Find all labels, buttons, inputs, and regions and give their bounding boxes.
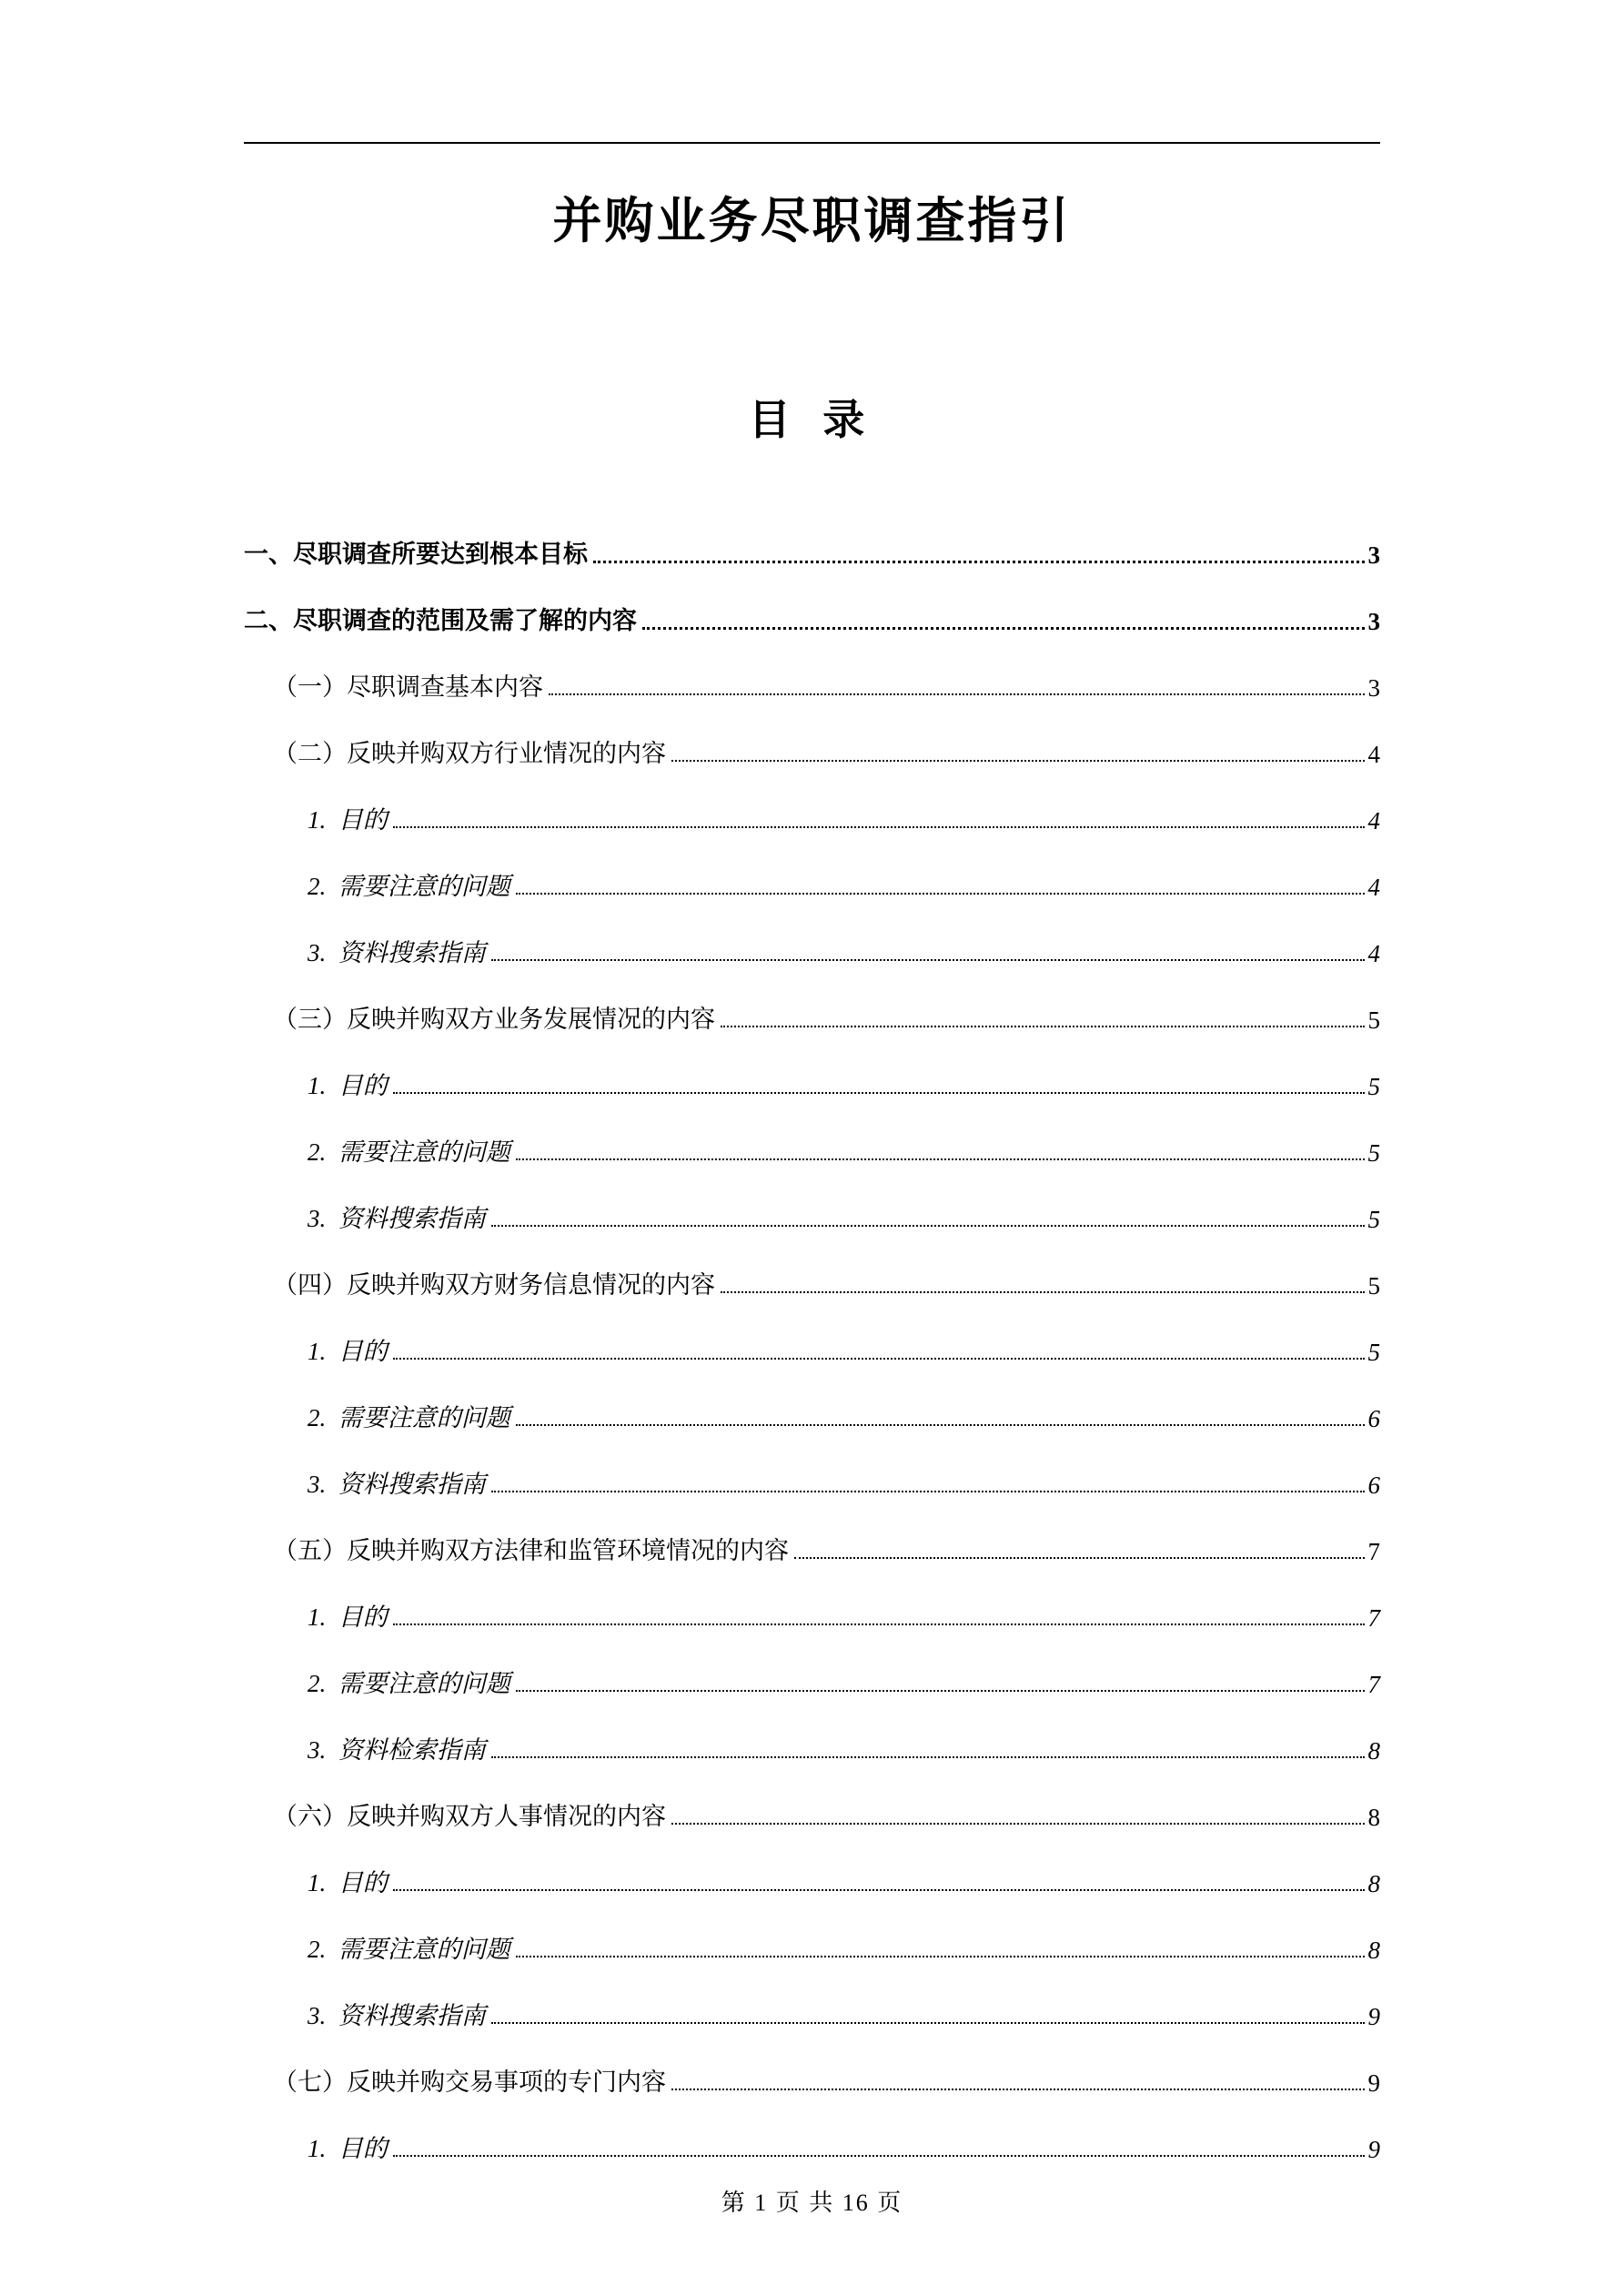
toc-entry[interactable] [244,2098,1380,2164]
toc-page-number: 3 [1367,608,1380,635]
toc-dot-leader [393,1358,1365,1360]
toc-entry[interactable] [244,1633,1380,1699]
toc-dot-leader [393,1092,1365,1094]
toc-page-number: 9 [1367,2136,1380,2163]
toc-entry[interactable] [244,1898,1380,1965]
toc-entry-label: （一）尽职调查基本内容 [273,673,543,701]
toc-entry[interactable] [244,1965,1380,2031]
toc-entry[interactable] [244,1500,1380,1566]
toc-entry-label: （七）反映并购交易事项的专门内容 [273,2068,666,2096]
toc-entry[interactable] [244,1035,1380,1101]
toc-page-number: 4 [1367,741,1380,768]
toc-entry[interactable] [244,503,1380,570]
toc-entry-label: （四）反映并购双方财务信息情况的内容 [273,1271,715,1299]
toc-entry[interactable] [244,1300,1380,1367]
toc-entry[interactable] [244,1367,1380,1433]
toc-page-number: 7 [1367,1538,1380,1565]
toc-entry-label: （二）反映并购双方行业情况的内容 [273,740,666,767]
toc-entry[interactable] [244,1101,1380,1168]
toc-page-number: 3 [1367,541,1380,569]
toc-page-number: 4 [1367,940,1380,967]
toc-entry-label: 一、尽职调查所要达到根本目标 [244,541,588,568]
toc-heading: 目 录 [748,397,876,443]
toc-entry[interactable] [244,570,1380,636]
toc-dot-leader [549,693,1365,695]
toc-entry[interactable] [244,902,1380,968]
toc-entry-label: 1. 目的 [308,2135,388,2162]
toc-dot-leader [393,2155,1365,2157]
toc-entry[interactable] [244,1234,1380,1300]
page-footer: 第 1 页 共 16 页 [721,2190,903,2216]
toc-entry-label: （三）反映并购双方业务发展情况的内容 [273,1006,715,1033]
toc-entry[interactable] [244,1566,1380,1633]
toc-page-number: 5 [1367,1272,1380,1300]
toc-dot-leader [593,561,1365,563]
toc-entry[interactable] [244,968,1380,1035]
toc-page-number: 9 [1367,2069,1380,2097]
toc-page-number: 6 [1367,1472,1380,1499]
toc-dot-leader [671,760,1365,762]
toc-entry-label: （五）反映并购双方法律和监管环境情况的内容 [273,1537,789,1564]
toc-page-number: 8 [1367,1870,1380,1897]
toc-entry[interactable] [244,1699,1380,1765]
toc-dot-leader [516,893,1365,895]
toc-list [244,503,1380,2164]
toc-entry-label: 2. 需要注意的问题 [308,1670,510,1697]
toc-dot-leader [794,1557,1365,1559]
toc-dot-leader [671,1823,1365,1825]
toc-page-number: 5 [1367,1006,1380,1034]
toc-entry[interactable] [244,1765,1380,1832]
toc-page-number: 5 [1367,1073,1380,1100]
toc-page-number: 8 [1367,1937,1380,1964]
toc-dot-leader [393,1623,1365,1625]
toc-entry-label: 1. 目的 [308,1869,388,1896]
toc-entry-label: 3. 资料搜索指南 [308,2002,486,2029]
toc-entry[interactable] [244,1433,1380,1500]
toc-entry-label: 二、尽职调查的范围及需了解的内容 [244,607,637,634]
toc-entry[interactable] [244,636,1380,703]
toc-dot-leader [393,1889,1365,1891]
toc-entry[interactable] [244,703,1380,769]
toc-entry-label: 2. 需要注意的问题 [308,1138,510,1166]
toc-dot-leader [721,1026,1365,1027]
toc-entry[interactable] [244,2031,1380,2098]
document-title: 并购业务尽职调查指引 [552,194,1072,248]
toc-dot-leader [491,1225,1365,1227]
toc-page-number: 7 [1367,1604,1380,1632]
toc-dot-leader [491,1756,1365,1758]
toc-page-number: 4 [1367,874,1380,901]
toc-entry[interactable] [244,1168,1380,1234]
toc-page-number: 8 [1367,1804,1380,1831]
toc-page-number: 5 [1367,1139,1380,1167]
toc-entry-label: 3. 资料搜索指南 [308,1205,486,1232]
toc-entry-label: 1. 目的 [308,1338,388,1365]
toc-entry-label: 1. 目的 [308,1072,388,1099]
toc-entry[interactable] [244,769,1380,835]
toc-dot-leader [671,2089,1365,2090]
toc-dot-leader [491,1491,1365,1492]
toc-entry-label: 1. 目的 [308,806,388,834]
toc-entry-label: 3. 资料搜索指南 [308,1471,486,1498]
toc-dot-leader [516,1424,1365,1426]
toc-page-number: 8 [1367,1737,1380,1765]
toc-page-number: 7 [1367,1671,1380,1698]
toc-entry-label: 3. 资料检索指南 [308,1736,486,1764]
toc-dot-leader [516,1956,1365,1957]
toc-entry[interactable] [244,1832,1380,1898]
toc-dot-leader [393,826,1365,828]
toc-dot-leader [491,959,1365,961]
toc-page-number: 9 [1367,2003,1380,2030]
toc-page-number: 5 [1367,1206,1380,1233]
toc-entry-label: 3. 资料搜索指南 [308,939,486,966]
toc-dot-leader [516,1158,1365,1160]
toc-dot-leader [491,2022,1365,2024]
toc-dot-leader [516,1690,1365,1692]
toc-entry-label: 2. 需要注意的问题 [308,873,510,900]
toc-entry-label: 1. 目的 [308,1603,388,1631]
toc-page-number: 3 [1367,674,1380,702]
toc-dot-leader [642,627,1365,630]
toc-entry-label: 2. 需要注意的问题 [308,1936,510,1963]
toc-page-number: 5 [1367,1339,1380,1366]
toc-entry-label: 2. 需要注意的问题 [308,1404,510,1431]
toc-entry[interactable] [244,835,1380,902]
toc-entry-label: （六）反映并购双方人事情况的内容 [273,1803,666,1830]
toc-page-number: 4 [1367,807,1380,834]
toc-page-number: 6 [1367,1405,1380,1432]
toc-dot-leader [721,1291,1365,1293]
header-rule [244,142,1380,144]
